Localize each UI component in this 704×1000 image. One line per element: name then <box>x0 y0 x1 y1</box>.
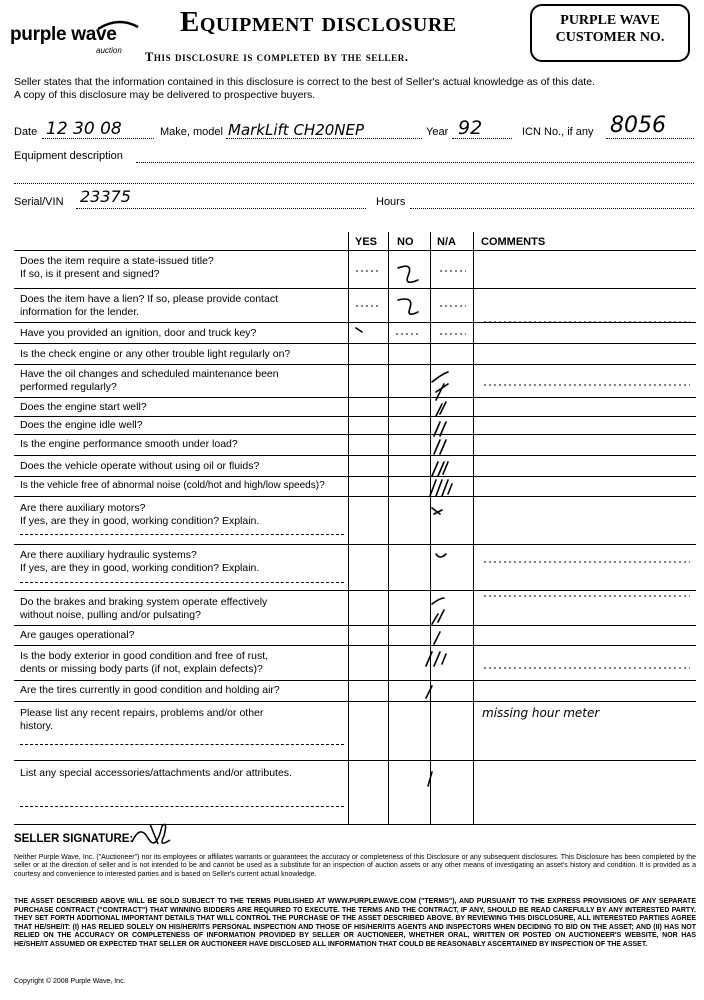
question-11-line-2: If yes, are they in good, working condition? Explain. <box>20 514 260 527</box>
check-q6-na <box>436 402 446 416</box>
page-subtitle: This disclosure is completed by the seller. <box>145 50 409 64</box>
make-model-value[interactable]: MarkLift CH20NEP <box>228 121 365 139</box>
question-row-11 <box>20 502 259 527</box>
check-q16-na <box>426 686 432 698</box>
question-row-6 <box>20 401 147 414</box>
disclaimer-paragraph-1: Neither Purple Wave, Inc. ("Auctioneer") nor its employees or affiliates warrants or guarantees the accuracy or completeness of this Disclosure or any subsequent disclosures. This Disclosure has been completed by the seller or at the direction of seller and is not intended to be and cannot be used as a substitute for an inspection of auction assets or any other means of investigating an asset's history and condition. It is provided as a courtesy and convenience to interested parties and is based on Seller's current actual knowledge. <box>14 854 696 878</box>
check-q2-no <box>398 299 418 314</box>
check-q14-na <box>434 632 440 644</box>
question-2-line-1: Does the item have a lien? If so, please provide contact <box>20 293 278 305</box>
blank-dotted-marks <box>356 271 690 668</box>
question-row-17 <box>20 707 263 732</box>
no-column-header: NO <box>397 236 414 248</box>
date-value[interactable]: 12 30 08 <box>46 119 122 139</box>
check-q11-na <box>432 508 442 514</box>
comments-column-header: COMMENTS <box>481 236 546 248</box>
check-q1-no <box>398 266 418 282</box>
na-column-header: N/A <box>437 236 456 248</box>
row-rule <box>14 322 696 323</box>
copyright-text: Copyright © 2008 Purple Wave, Inc. <box>14 978 126 985</box>
equipment-description-line-1[interactable] <box>136 162 694 163</box>
question-7-line-1: Does the engine idle well? <box>20 419 143 431</box>
accessories-line[interactable] <box>20 806 344 807</box>
serial-vin-value[interactable]: 23375 <box>80 187 131 206</box>
question-13-line-1: Do the brakes and braking system operate effectively <box>20 596 268 608</box>
check-q9-na <box>432 462 448 476</box>
row-rule <box>14 416 696 417</box>
question-17-line-1: Please list any recent repairs, problems and/or other <box>20 707 264 719</box>
check-q3-yes <box>356 328 362 332</box>
question-row-10 <box>20 480 325 493</box>
row-rule <box>14 397 696 398</box>
make-model-label: Make, model <box>160 126 223 138</box>
question-5-line-1: Have the oil changes and scheduled maintenance been <box>20 368 279 380</box>
purple-wave-logo <box>10 20 138 56</box>
question-14-line-1: Are gauges operational? <box>20 629 135 641</box>
seller-signature-scribble[interactable] <box>128 816 188 850</box>
question-9-line-1: Does the vehicle operate without using oil or fluids? <box>20 460 260 472</box>
question-11-line-1: Are there auxiliary motors? <box>20 502 146 514</box>
question-row-9 <box>20 460 259 473</box>
equipment-description-label: Equipment description <box>14 150 123 162</box>
logo-text: purple wave <box>10 24 117 45</box>
check-q8-na <box>434 440 446 454</box>
page-title: Equipment disclosure <box>180 6 457 38</box>
equipment-description-line-2[interactable] <box>14 183 694 184</box>
question-row-1 <box>20 255 214 280</box>
question-row-16 <box>20 684 280 697</box>
row-rule <box>14 455 696 456</box>
row-rule <box>14 760 696 761</box>
question-12-line-1: Are there auxiliary hydraulic systems? <box>20 549 197 561</box>
year-label: Year <box>426 126 449 138</box>
customer-number-box <box>530 4 690 62</box>
yes-column-header: YES <box>355 236 378 248</box>
question-row-2 <box>20 293 278 318</box>
intro-line-1: Seller states that the information contained in this disclosure is correct to the best of Seller's actual knowledge as of this date. <box>14 76 595 88</box>
check-q12-na <box>436 554 446 557</box>
check-q10-na <box>430 480 452 496</box>
question-18-line-1: List any special accessories/attachments and/or attributes. <box>20 767 292 779</box>
question-17-line-2: history. <box>20 719 54 732</box>
question-16-line-1: Are the tires currently in good condition and holding air? <box>20 684 280 696</box>
question-8-line-1: Is the engine performance smooth under load? <box>20 438 238 450</box>
logo-subtext: auction <box>96 46 122 55</box>
repairs-line[interactable] <box>20 744 344 745</box>
question-1-line-2: If so, is it present and signed? <box>20 267 160 280</box>
row-rule <box>14 288 696 289</box>
question-row-15 <box>20 650 268 675</box>
row-rule <box>14 476 696 477</box>
row-rule <box>14 625 696 626</box>
question-row-5 <box>20 368 279 393</box>
table-divider-yes <box>348 232 349 824</box>
table-divider-no <box>388 232 389 824</box>
question-row-12 <box>20 549 259 574</box>
question-13-line-2: without noise, pulling and/or pulsating? <box>20 608 201 621</box>
table-divider-na <box>430 232 431 824</box>
question-row-13 <box>20 596 267 621</box>
explain-line[interactable] <box>20 582 344 583</box>
row-rule <box>14 364 696 365</box>
question-row-3 <box>20 327 256 340</box>
table-header-rule <box>14 250 696 251</box>
icn-line <box>606 138 694 139</box>
question-10-line-1: Is the vehicle free of abnormal noise (cold/hot and high/low speeds)? <box>20 480 325 491</box>
row-rule <box>14 645 696 646</box>
icn-value[interactable]: 8056 <box>610 113 666 138</box>
row-rule <box>14 590 696 591</box>
row-rule <box>14 496 696 497</box>
customer-box-line1: PURPLE WAVE <box>560 13 660 28</box>
intro-text <box>14 76 694 102</box>
hours-line[interactable] <box>410 208 694 209</box>
row-rule <box>14 701 696 702</box>
question-row-18 <box>20 767 292 780</box>
question-12-line-2: If yes, are they in good, working condition? Explain. <box>20 561 260 574</box>
row-rule <box>14 544 696 545</box>
comment-missing-hour-meter[interactable]: missing hour meter <box>482 706 600 720</box>
icn-label: ICN No., if any <box>522 126 594 138</box>
check-q5-na <box>432 372 448 392</box>
hours-label: Hours <box>376 196 406 208</box>
explain-line[interactable] <box>20 534 344 535</box>
question-5-line-2: performed regularly? <box>20 380 117 393</box>
row-rule <box>14 343 696 344</box>
row-rule <box>14 680 696 681</box>
question-4-line-1: Is the check engine or any other trouble light regularly on? <box>20 348 291 360</box>
question-row-4 <box>20 348 290 361</box>
intro-line-2: A copy of this disclosure may be delivered to prospective buyers. <box>14 89 316 101</box>
disclaimer-paragraph-2: THE ASSET DESCRIBED ABOVE WILL BE SOLD SUBJECT TO THE TERMS PUBLISHED AT WWW.PURPLEWAVE.COM ("TERMS"), AND PURSUANT TO THE EXPRESS PROVISIONS OF ANY SEPARATE PURCHASE CONTRACT ("CONTRACT") THAT WINNING BIDDERS ARE REQUIRED TO EXECUTE. THE TERMS AND THE CONTRACT, IF ANY, SHOULD BE READ CAREFULLY BY ANY INTERESTED PARTY. THEY SET FORTH ADDITIONAL IMPORTANT DETAILS THAT WILL CONTROL THE PURCHASE OF THE ASSET DESCRIBED ABOVE. BY REVIEWING THIS DISCLOSURE, ALL INTERESTED PARTIES AGREE THAT HE/SHE/IT: (I) HAS RELIED SOLELY ON HIS/HER/ITS PERSONAL INSPECTION AND THOSE OF HIS/HER/ITS AGENTS AND INSPECTORS WHEN DECIDING TO BID ON THE ASSET; AND (II) HAS NOT RELIED ON THE ACCURACY OR COMPLETENESS OF INFORMATION PROVIDED BY SELLER OR AUCTIONEER, WHETHER ORAL, WRITTEN OR POSTED ON AUCTIONEER'S WEBSITE, NOR HAS HE/SHE/IT ASSUMED OR EXPECTED THAT SELLER OR AUCTIONEER HAVE DISCLOSED ALL INFORMATION THAT COULD BE REASONABLY ASCERTAINED BY INSPECTION OF THE ASSET. <box>14 898 696 948</box>
table-bottom-rule <box>14 824 696 825</box>
date-label: Date <box>14 126 38 138</box>
question-15-line-1: Is the body exterior in good condition and free of rust, <box>20 650 269 662</box>
check-q13-na <box>432 598 444 624</box>
check-q15-na <box>426 652 446 666</box>
question-6-line-1: Does the engine start well? <box>20 401 147 413</box>
row-rule <box>14 434 696 435</box>
question-3-line-1: Have you provided an ignition, door and truck key? <box>20 327 257 339</box>
question-15-line-2: dents or missing body parts (if not, explain defects)? <box>20 662 263 675</box>
handwritten-checkmarks <box>356 266 452 786</box>
table-divider-comments <box>473 232 474 824</box>
serial-vin-line <box>76 208 366 209</box>
question-row-14 <box>20 629 134 642</box>
seller-signature-label: SELLER SIGNATURE: <box>14 833 134 845</box>
customer-box-line2: CUSTOMER NO. <box>555 30 665 45</box>
question-1-line-1: Does the item require a state-issued title? <box>20 255 214 267</box>
question-2-line-2: information for the lender. <box>20 305 140 318</box>
question-row-8 <box>20 438 238 451</box>
question-row-7 <box>20 419 143 432</box>
year-value[interactable]: 92 <box>458 117 483 139</box>
serial-vin-label: Serial/VIN <box>14 196 64 208</box>
